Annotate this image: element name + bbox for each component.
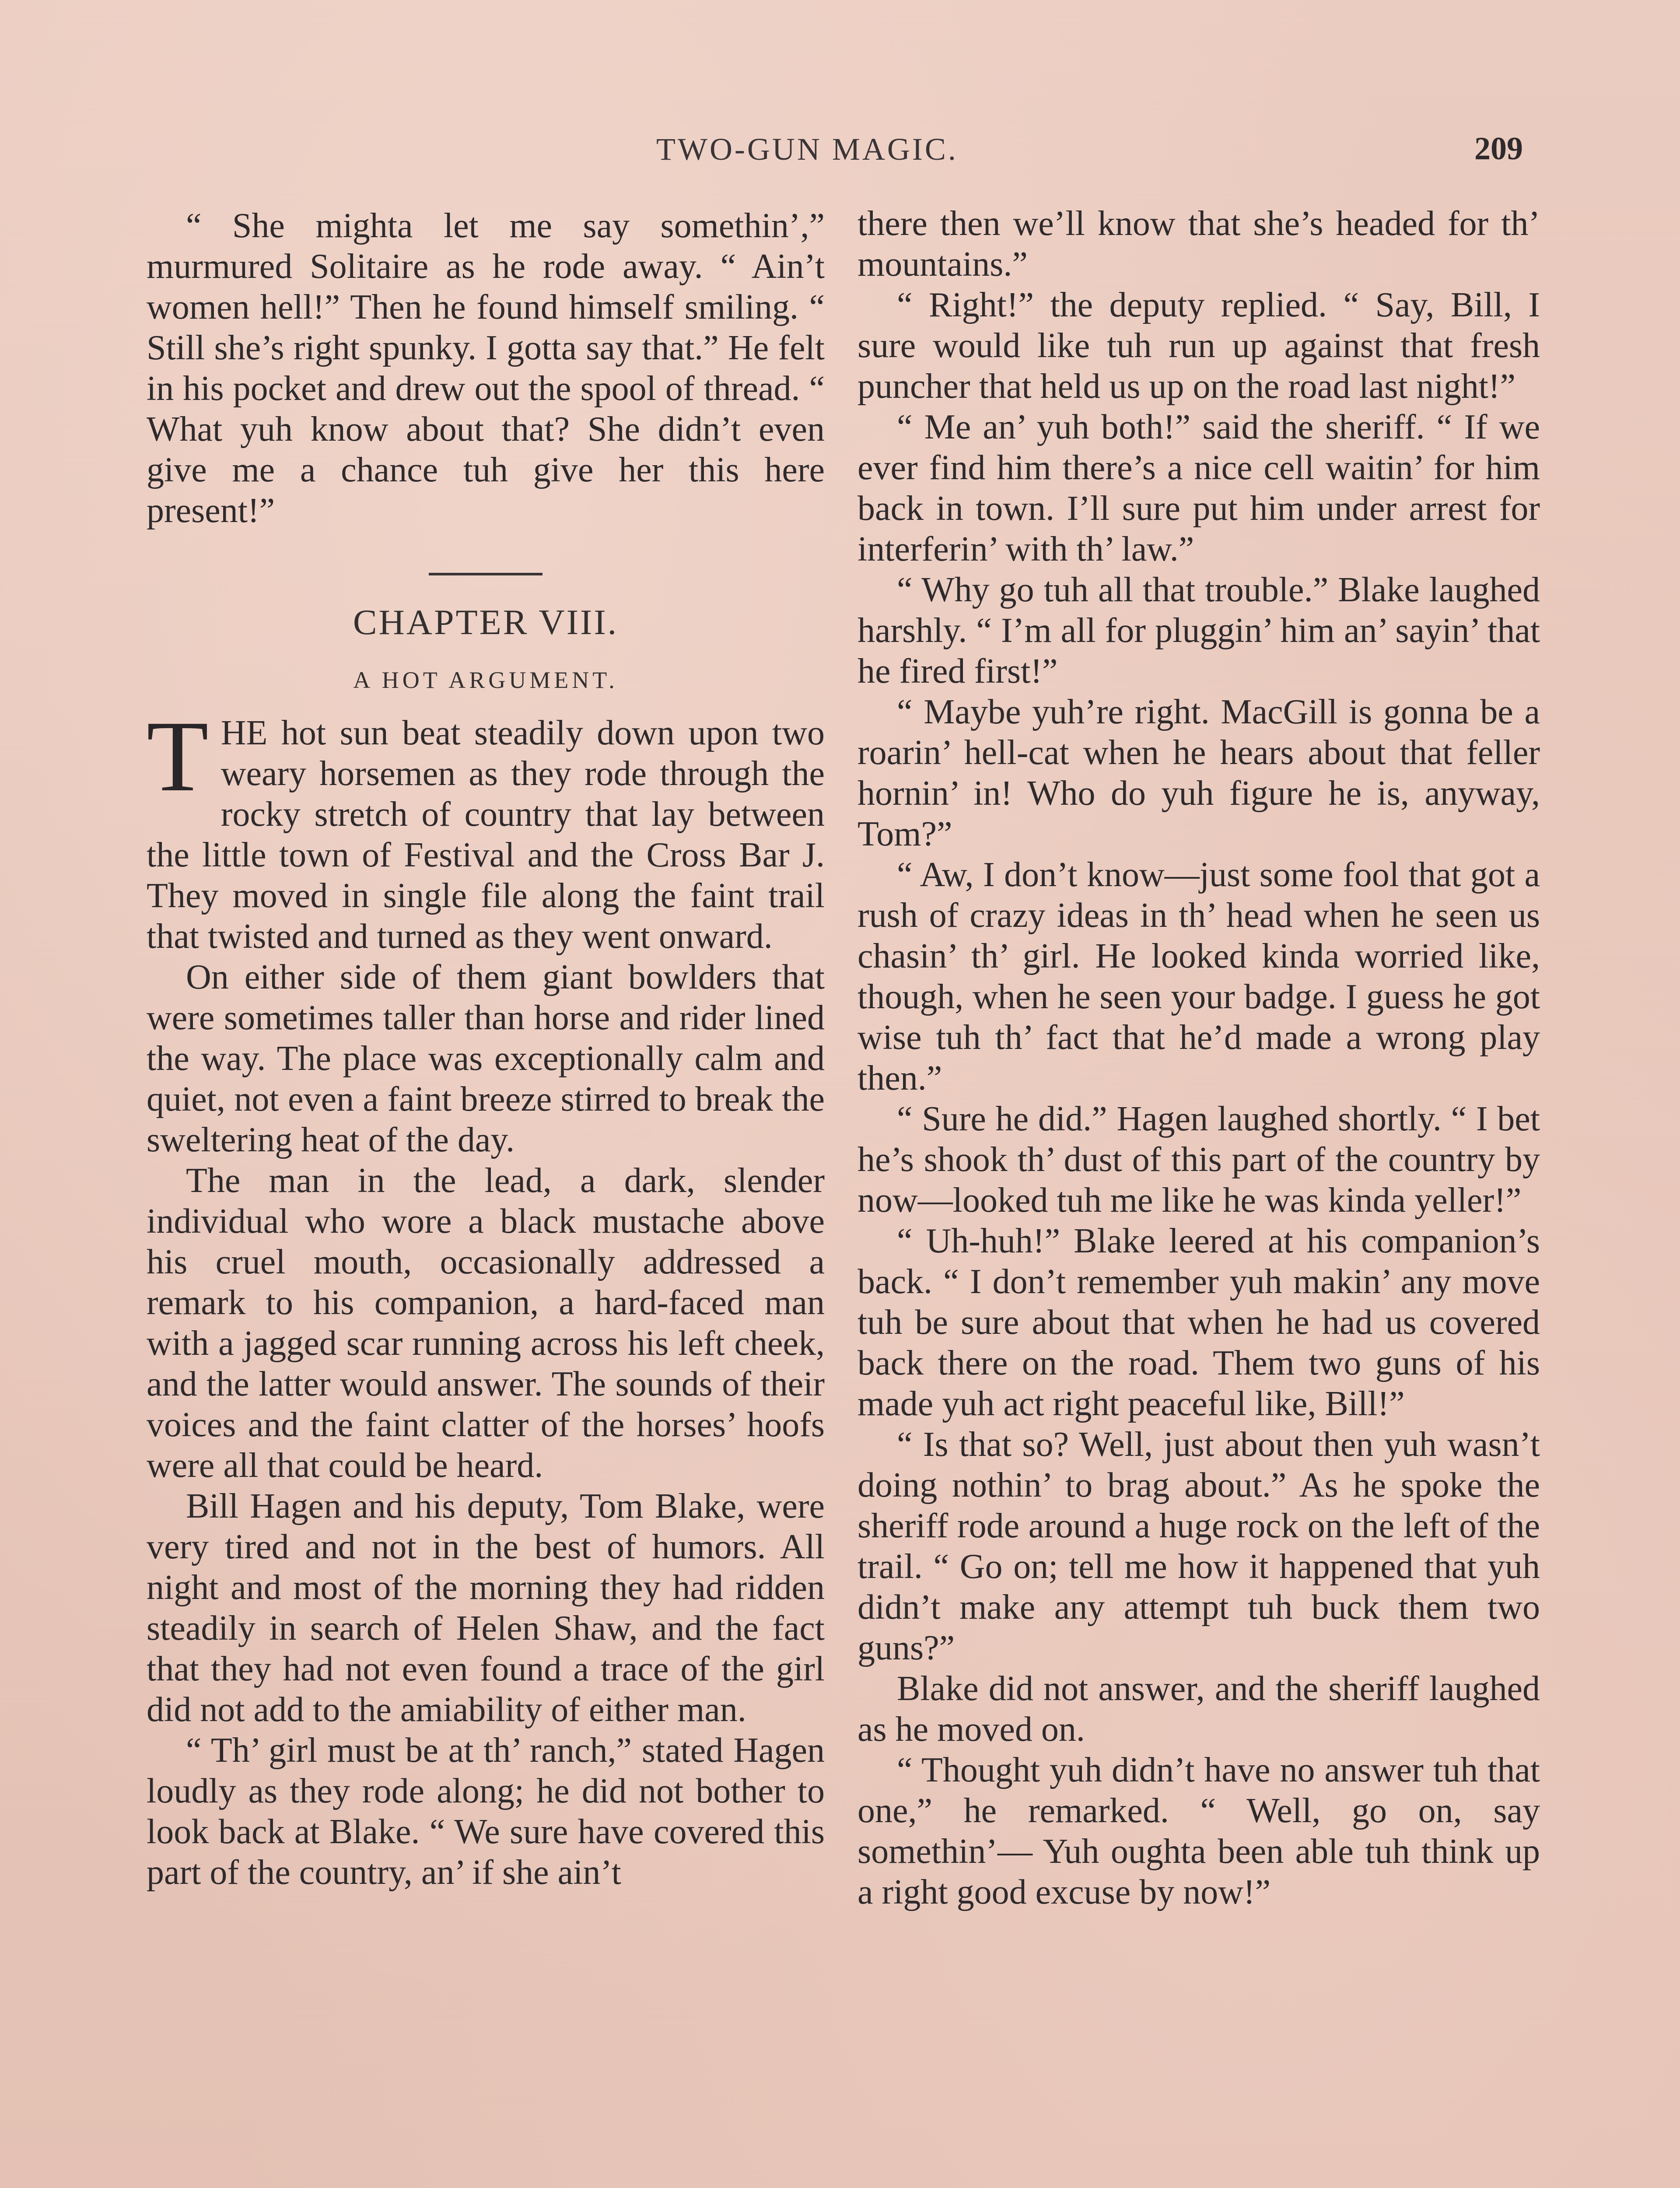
chapter-subtitle: A HOT ARGUMENT. [353,667,618,693]
paragraph: “ Sure he did.” Hagen laughed shortly. “ I bet he’s shook th’ dust of this part of the country by now—looked tuh me like he was kinda yeller!” [858,1100,1540,1220]
running-title: TWO-GUN MAGIC. [656,132,958,167]
right-column [858,203,1540,1913]
drop-cap: T [147,700,209,813]
paragraph: “ Uh-huh!” Blake leered at his companion’s back. “ I don’t remember yuh makin’ any move tuh be sure about that when he had us covered back there on the road. Them two guns of his made yuh act right peaceful like, Bill!” [858,1222,1540,1423]
opening-paragraph-text: HE hot sun beat steadily down upon two weary horsemen as they rode through the rocky stretch of country that lay between the little town of Festival and the Cross Bar J. They moved in single file along the faint trail that twisted and turned as they went onward. [147,714,825,956]
paragraph: “ Aw, I don’t know—just some fool that got a rush of crazy ideas in th’ head when he seen us chasin’ th’ girl. He looked kinda worried like, though, when he seen your badge. I guess he got wise tuh th’ fact that he’d made a wrong play then.” [858,856,1540,1098]
left-column [147,206,825,1893]
paragraph: The man in the lead, a dark, slender individual who wore a black mustache above his cruel mouth, occasionally addressed a remark to his companion, a hard-faced man with a jagged scar running across his left cheek, and the latter would answer. The sounds of their voices and the faint clatter of the horses’ hoofs were all that could be heard. [147,1161,825,1485]
paragraph-continuation: there then we’ll know that she’s headed for th’ mountains.” [858,204,1540,284]
paragraph: “ She mighta let me say somethin’,” murmured Solitaire as he rode away. “ Ain’t women hell!” Then he found himself smiling. “ Still she’s right spunky. I gotta say that.” He felt in his pocket and drew out the spool of thread. “ What yuh know about that? She didn’t even give me a chance tuh give her this here present!” [147,207,825,530]
paragraph: “ Why go tuh all that trouble.” Blake laughed harshly. “ I’m all for pluggin’ him an’ sayin’ that he fired first!” [858,571,1540,691]
page-number: 209 [1474,131,1523,167]
paragraph: Bill Hagen and his deputy, Tom Blake, were very tired and not in the best of humors. All night and most of the morning they had ridden steadily in search of Helen Shaw, and the fact that they had not even found a trace of the girl did not add to the amiability of either man. [147,1487,825,1729]
chapter-title: CHAPTER VIII. [353,602,619,642]
paragraph: “ Thought yuh didn’t have no answer tuh that one,” he remarked. “ Well, go on, say somethin’— Yuh oughta been able tuh think up a right good excuse by now!” [858,1751,1540,1911]
paragraph: Blake did not answer, and the sheriff laughed as he moved on. [858,1669,1540,1749]
section-separator [429,573,542,575]
opening-paragraph [147,700,825,957]
paragraph: “ Right!” the deputy replied. “ Say, Bill, I sure would like tuh run up against that fresh puncher that held us up on the road last night!” [858,286,1540,406]
paragraph: “ Is that so? Well, just about then yuh wasn’t doing nothin’ to brag about.” As he spoke the sheriff rode around a huge rock on the left of the trail. “ Go on; tell me how it happened that yuh didn’t make any attempt tuh buck them two guns?” [858,1425,1540,1667]
paragraph: “ Th’ girl must be at th’ ranch,” stated Hagen loudly as they rode along; he did not bother to look back at Blake. “ We sure have covered this part of the country, an’ if she ain’t [147,1731,825,1892]
paragraph: On either side of them giant bowlders that were sometimes taller than horse and rider lined the way. The place was exceptionally calm and quiet, not even a faint breeze stirred to break the sweltering heat of the day. [147,958,825,1159]
paragraph: “ Maybe yuh’re right. MacGill is gonna be a roarin’ hell-cat when he hears about that feller hornin’ in! Who do yuh figure he is, anyway, Tom?” [858,693,1540,853]
paragraph: “ Me an’ yuh both!” said the sheriff. “ If we ever find him there’s a nice cell waitin’ for him back in town. I’ll sure put him under arrest for interferin’ with th’ law.” [858,408,1540,568]
